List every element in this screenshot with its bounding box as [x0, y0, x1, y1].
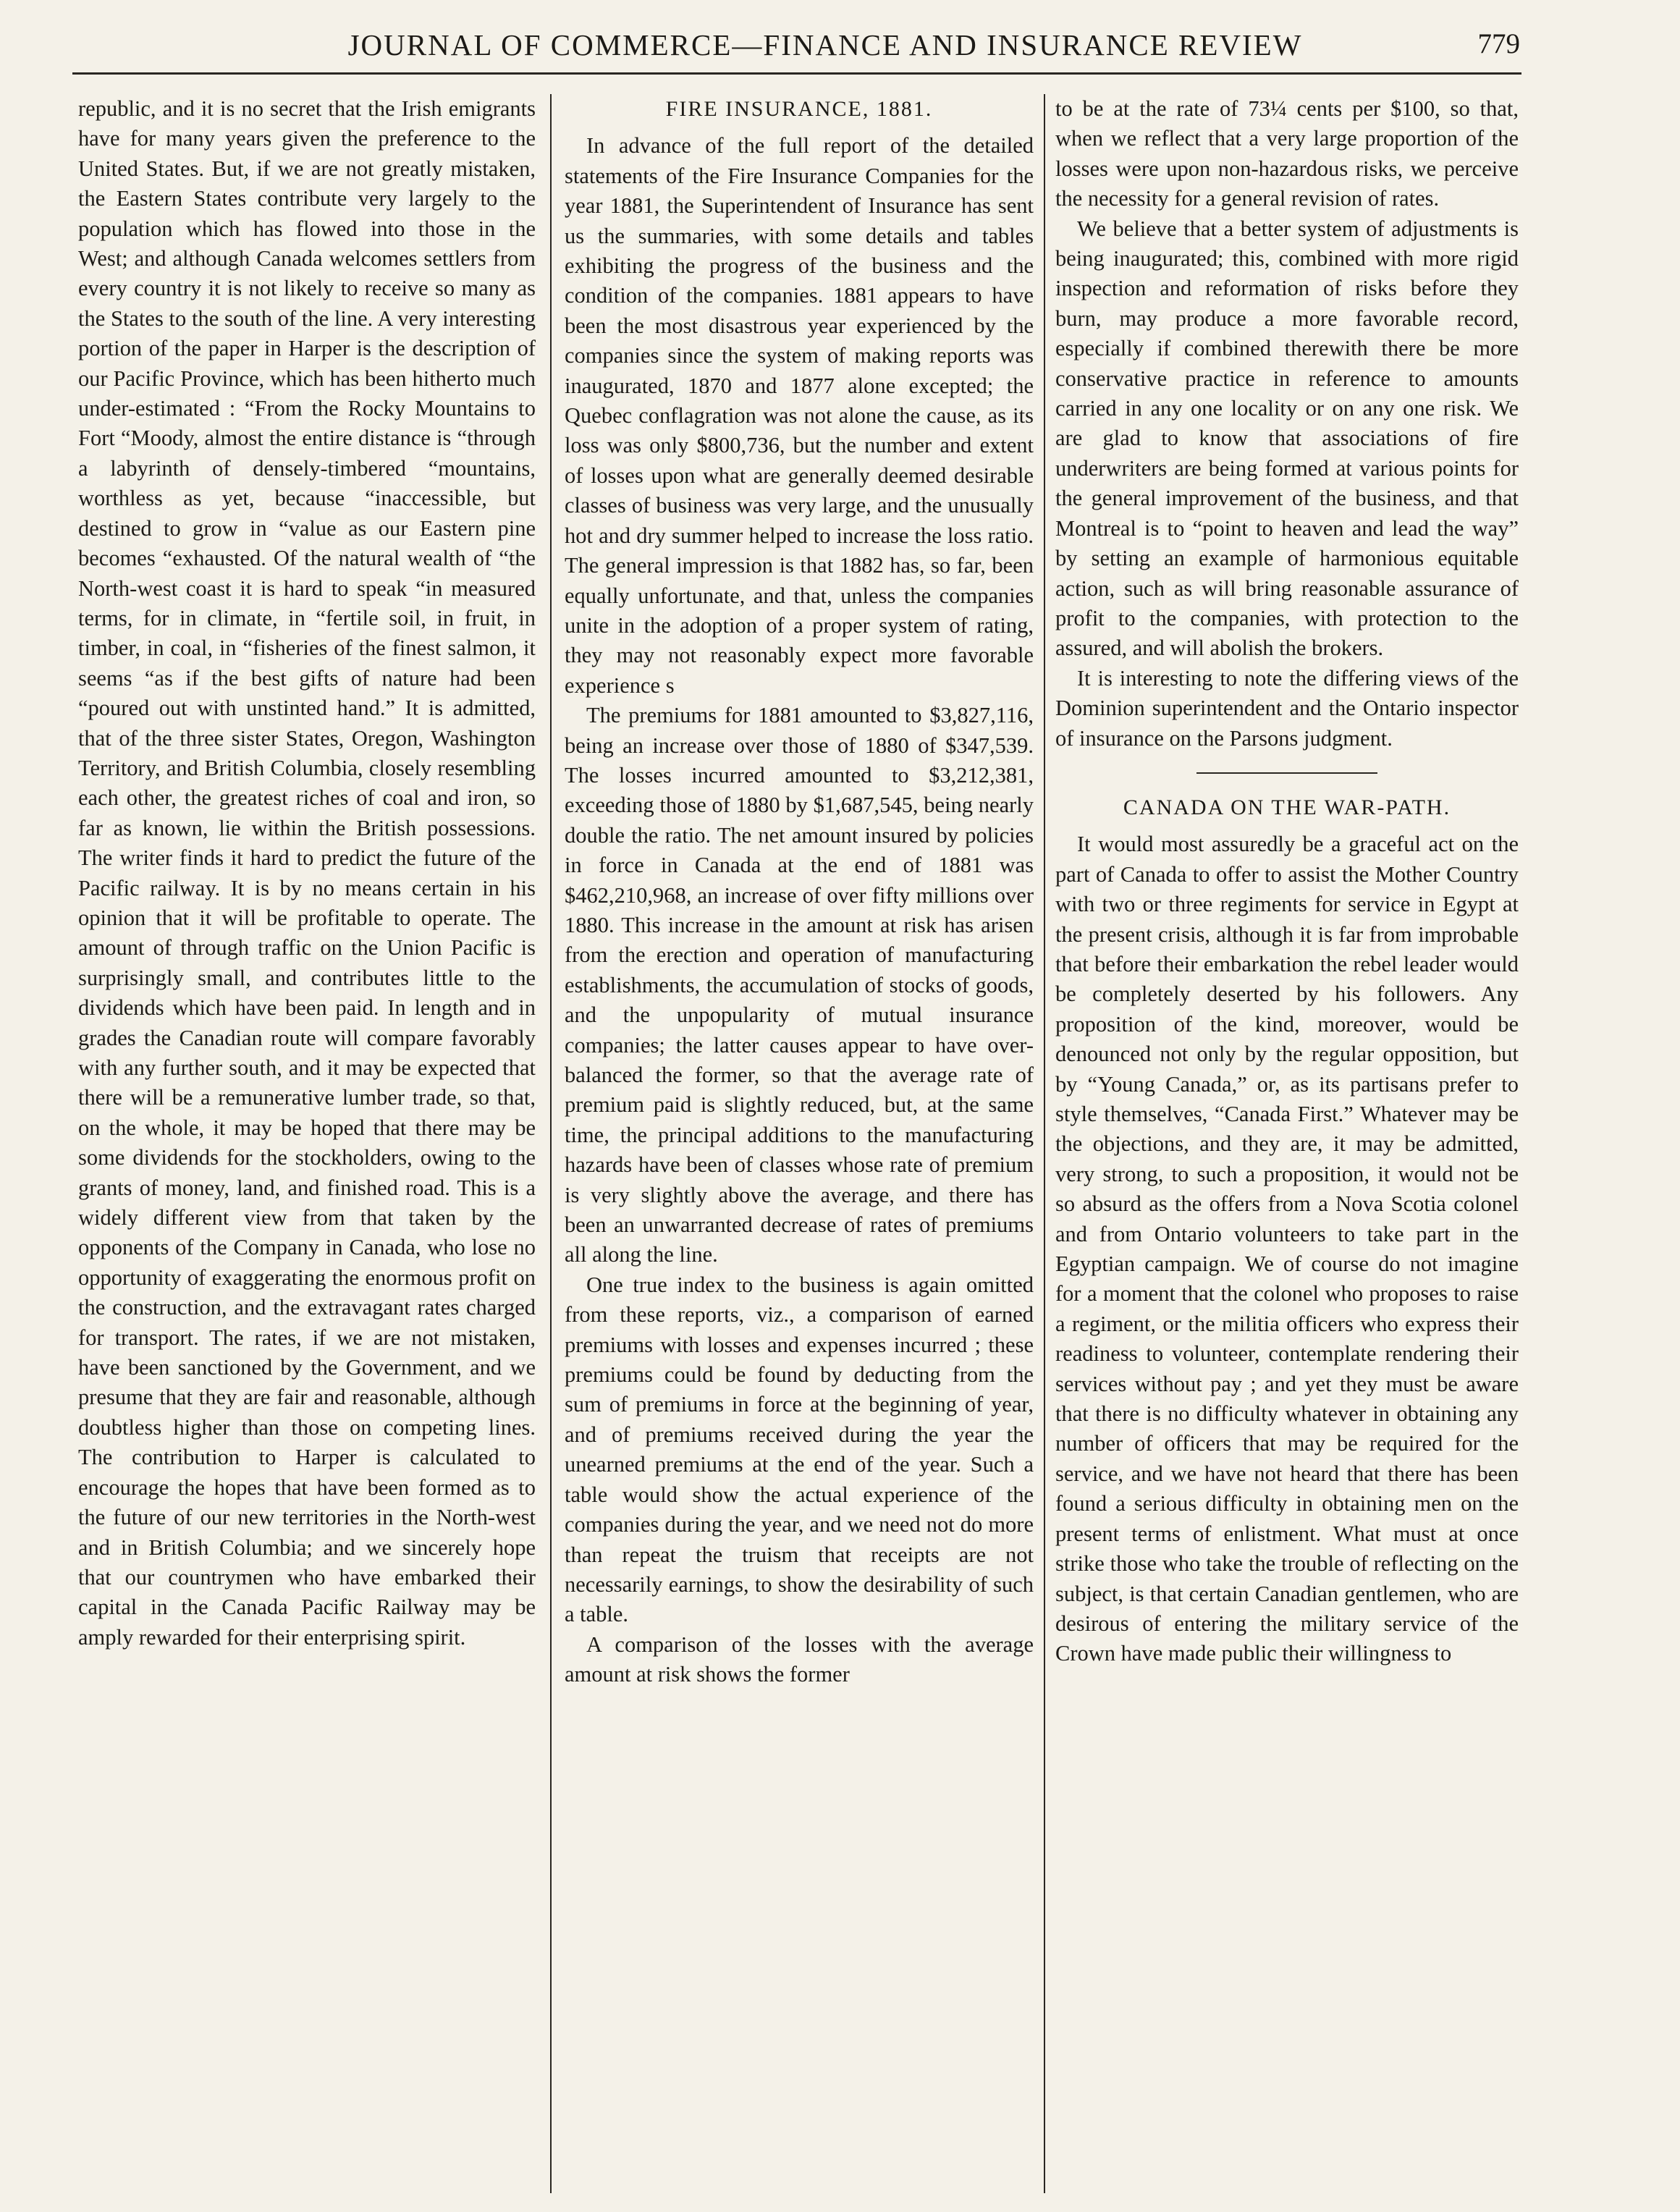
page-header: [72, 28, 1520, 71]
fire-insurance-paragraph: The premiums for 1881 amounted to $3,827,116, being an increase over those of 1880 of $347,539. The losses incurred amounted to $3,212,381, exceeding those of 1880 by $1,687,545, being nearly double the ratio. The net amount insured by policies in force in Canada at the end of 1881 was $462,210,968, an increase of over fifty millions over 1880. This increase in the amount at risk has arisen from the erection and operation of manufacturing establishments, the accumulation of stocks of goods, and the unpopularity of mutual insurance companies; the latter causes appear to have over-balanced the former, so that the average rate of premium paid is slightly reduced, but, at the same time, the principal additions to the manufacturing hazards have been of classes whose rate of premium is very slightly above the average, and there has been an unwarranted decrease of rates of premiums all along the line.: [565, 703, 1034, 1267]
column-1-paragraph: republic, and it is no secret that the Irish emigrants have for many years given the preference to the United States. But, if we are not greatly mistaken, the Eastern States contribute very largely to the population which has flowed into those in the West; and although Canada welcomes settlers from every country it is not likely to receive so many as the States to the south of the line. A very interesting portion of the paper in Harper is the description of our Pacific Province, which has been hitherto much under-estimated : “From the Rocky Mountains to Fort “Moody, almost the entire distance is “through a labyrinth of densely-timbered “mountains, worthless as yet, because “inaccessible, but destined to grow in “value as our Eastern pine becomes “exhausted. Of the natural wealth of “the North-west coast it is hard to speak “in measured terms, for in climate, in “fertile soil, in fruit, in timber, in coal, in “fisheries of the finest salmon, it seems “as if the best gifts of nature had been “poured out with unstinted hand.” It is admitted, that of the three sister States, Oregon, Washington Territory, and British Columbia, closely resembling each other, the greatest riches of coal and iron, so far as known, lie within the British possessions. The writer finds it hard to predict the future of the Pacific railway. It is by no means certain in his opinion that it will be profitable to operate. The amount of through traffic on the Union Pacific is surprisingly small, and contributes little to the dividends which have been paid. In length and in grades the Canadian route will compare favorably with any further south, and it may be expected that there will be a remunerative lumber trade, so that, on the whole, it may be hoped that there may be some dividends for the stockholders, owing to the grants of money, land, and finished road. This is a widely different view from that taken by the opponents of the Company in Canada, who lose no opportunity of exaggerating the enormous profit on the construction, and the extravagant rates charged for transport. The rates, if we are not mistaken, have been sanctioned by the Government, and we presume that they are fair and reasonable, although doubtless higher than those on competing lines. The contribution to Harper is calculated to encourage the hopes that have been formed as to the future of our new territories in the North-west and in British Columbia; and we sincerely hope that our countrymen who have embarked their capital in the Canada Pacific Railway may be amply rewarded for their enterprising spirit.: [78, 96, 536, 1650]
header-rule: [72, 72, 1521, 75]
column-1: [78, 94, 536, 1652]
fire-insurance-continued-paragraph: to be at the rate of 73¼ cents per $100, so that, when we reflect that a very large proportion of the losses were upon non-hazardous risks, we perceive the necessity for a general revision of rates.: [1055, 96, 1519, 211]
fire-insurance-continued-paragraph: We believe that a better system of adjustments is being inaugurated; this, combined with more rigid inspection and reformation of risks before they burn, may produce a more favorable record, especially if combined therewith there be more conservative practice in reference to amounts carried in any one locality or on any one risk. We are glad to know that associations of fire underwriters are being formed at various points for the general improvement of the business, and that Montreal is to “point to heaven and lead the way” by setting an example of harmonious equitable action, such as will bring reasonable assurance of profit to the companies, with protection to the assured, and will abolish the brokers.: [1055, 216, 1519, 661]
war-path-paragraph: It would most assuredly be a graceful act on the part of Canada to offer to assist the Mother Country with two or three regiments for service in Egypt at the present crisis, although it is far from improbable that before their embarkation the rebel leader would be completely deserted by his followers. Any proposition of the kind, moreover, would be denounced not only by the regular opposition, but by “Young Canada,” or, as its partisans prefer to style themselves, “Canada First.” Whatever may be the objections, and they are, it may be admitted, very strong, to such a proposition, it would not be so absurd as the offers from a Nova Scotia colonel and from Ontario volunteers to take part in the Egyptian campaign. We of course do not imagine for a moment that the colonel who proposes to raise a regiment, or the militia officers who express their readiness to volunteer, contemplate rendering their services without pay ; and yet they must be aware that there is no difficulty whatever in obtaining any number of officers that may be required for the service, and we have not heard that there has been found a serious difficulty in obtaining men on the present terms of enlistment. What must at once strike those who take the trouble of reflecting on the subject, is that certain Canadian gentlemen, who are desirous of entering the military service of the Crown have made public their willingness to: [1055, 832, 1519, 1666]
column-divider-1: [550, 94, 552, 2193]
fire-insurance-paragraph: A comparison of the losses with the average amount at risk shows the former: [565, 1631, 1034, 1687]
fire-insurance-heading: FIRE INSURANCE, 1881.: [665, 97, 933, 121]
column-3: [1055, 94, 1519, 1669]
column-2: [565, 94, 1034, 1690]
fire-insurance-paragraph: In advance of the full report of the detailed statements of the Fire Insurance Companies for the year 1881, the Superintendent of Insurance has sent us the summaries, with some details and tables exhibiting the progress of the business and the condition of the companies. 1881 appears to have been the most disastrous year experienced by the companies since the system of making reports was inaugurated, 1870 and 1877 alone excepted; the Quebec conflagration was not alone the cause, as its loss was only $800,736, but the number and extent of losses upon what are generally deemed desirable classes of business was very large, and the unusually hot and dry summer helped to increase the loss ratio. The general impression is that 1882 has, so far, been equally unfortunate, and that, unless the companies unite in the adoption of a proper system of rating, they may not reasonably expect more favorable experience s: [565, 133, 1034, 698]
section-divider: [1196, 772, 1377, 774]
fire-insurance-continued-paragraph: It is interesting to note the differing views of the Dominion superintendent and the Ontario inspector of insurance on the Parsons judgment.: [1055, 665, 1519, 751]
page-number: 779: [1477, 28, 1520, 59]
column-divider-2: [1044, 94, 1045, 2193]
war-path-heading: CANADA ON THE WAR-PATH.: [1123, 795, 1451, 819]
journal-title: JOURNAL OF COMMERCE—FINANCE AND INSURANCE REVIEW: [347, 28, 1303, 62]
fire-insurance-paragraph: One true index to the business is again omitted from these reports, viz., a comparison of earned premiums with losses and expenses incurred ; these premiums could be found by deducting from the sum of premiums in force at the beginning of year, and of premiums received during the year the unearned premiums at the end of the year. Such a table would show the actual experience of the companies during the year, and we need not do more than repeat the truism that receipts are not necessarily earnings, to show the desirability of such a table.: [565, 1272, 1034, 1627]
